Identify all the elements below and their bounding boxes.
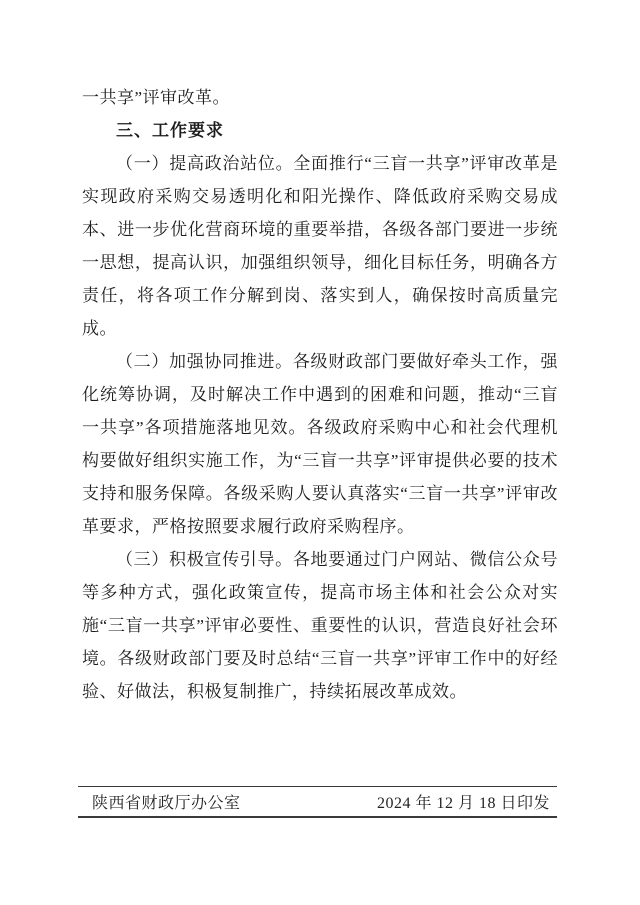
continuation-line: 一共享”评审改革。 <box>82 88 231 107</box>
issuing-office: 陕西省财政厅办公室 <box>92 795 241 812</box>
paragraph-2: （二）加强协同推进。各级财政部门要做好牵头工作，强化统筹协调，及时解决工作中遇到的困难和问题，推动“三盲一共享”各项措施落地见效。各级政府采购中心和社会代理机构要做好组织实施工作，为“三盲一共享”评审提供必要的技术支持和服务保障。各级采购人要认真落实“三盲一共享”评审改革要求，严格按照要求履行政府采购程序。 <box>82 352 558 536</box>
paragraph-1: （一）提高政治站位。全面推行“三盲一共享”评审改革是实现政府采购交易透明化和阳光操作、降低政府采购交易成本、进一步优化营商环境的重要举措，各级各部门要进一步统一思想，提高认识，加强组织领导，细化目标任务，明确各方责任，将各项工作分解到岗、落实到人，确保按时高质量完成。 <box>82 154 558 338</box>
document-body <box>82 81 558 708</box>
print-date: 2024 年 12 月 18 日印发 <box>376 795 550 812</box>
colophon <box>78 786 557 818</box>
section-heading: 三、工作要求 <box>116 121 224 140</box>
paragraph-3: （三）积极宣传引导。各地要通过门户网站、微信公众号等多种方式，强化政策宣传，提高市场主体和社会公众对实施“三盲一共享”评审必要性、重要性的认识，营造良好社会环境。各级财政部门要及时总结“三盲一共享”评审工作中的好经验、好做法，积极复制推广，持续拓展改革成效。 <box>82 550 558 701</box>
